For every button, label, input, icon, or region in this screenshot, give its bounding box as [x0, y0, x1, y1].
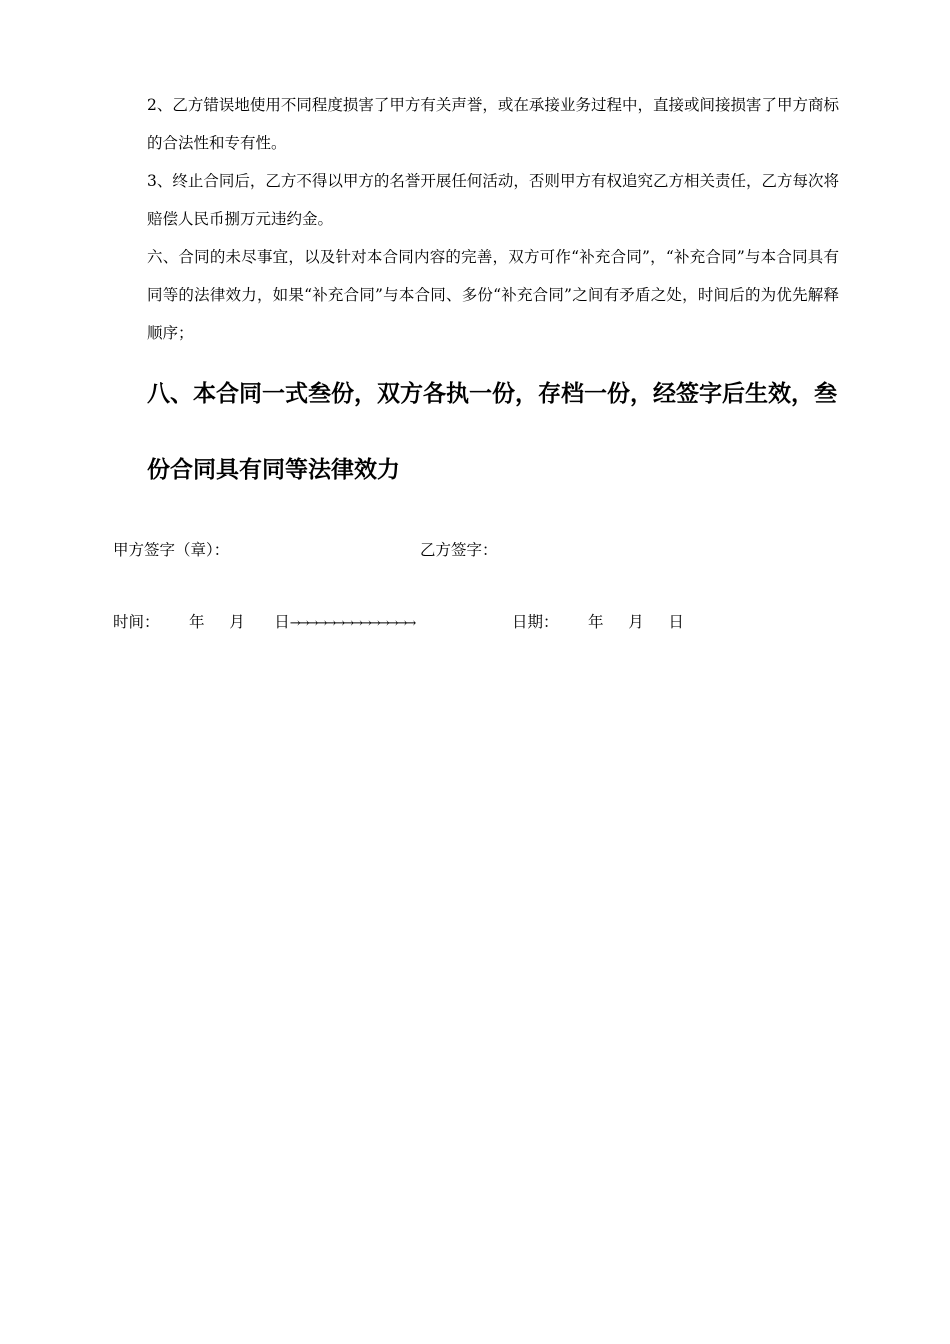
clause-6-paragraph: 六、合同的未尽事宜，以及针对本合同内容的完善，双方可作“补充合同”，“补充合同”与本合同具有同等的法律效力，如果“补充合同”与本合同、多份“补充合同”之间有矛盾之处，时间后的为优先解释顺序；	[147, 248, 839, 342]
party-a-signature-label: 甲方签字（章）：	[113, 541, 230, 559]
party-b-signature-label: 乙方签字：	[420, 541, 498, 559]
clause-3-paragraph: 3、终止合同后，乙方不得以甲方的名誉开展任何活动，否则甲方有权追究乙方相关责任，乙方每次将赔偿人民币捌万元违约金。	[147, 172, 839, 228]
tab-arrow-marks: →→→→→→→→→→→→→→	[289, 616, 415, 631]
time-line	[113, 612, 414, 634]
time-label: 时间： 年 月 日	[113, 613, 290, 631]
clause-2-paragraph: 2、乙方错误地使用不同程度损害了甲方有关声誉，或在承接业务过程中，直接或间接损害了甲方商标的合法性和专有性。	[147, 96, 839, 152]
date-line: 日期： 年 月 日	[512, 613, 684, 631]
clause-8-heading: 八、本合同一式叁份，双方各执一份，存档一份，经签字后生效，叁份合同具有同等法律效力	[147, 381, 837, 483]
